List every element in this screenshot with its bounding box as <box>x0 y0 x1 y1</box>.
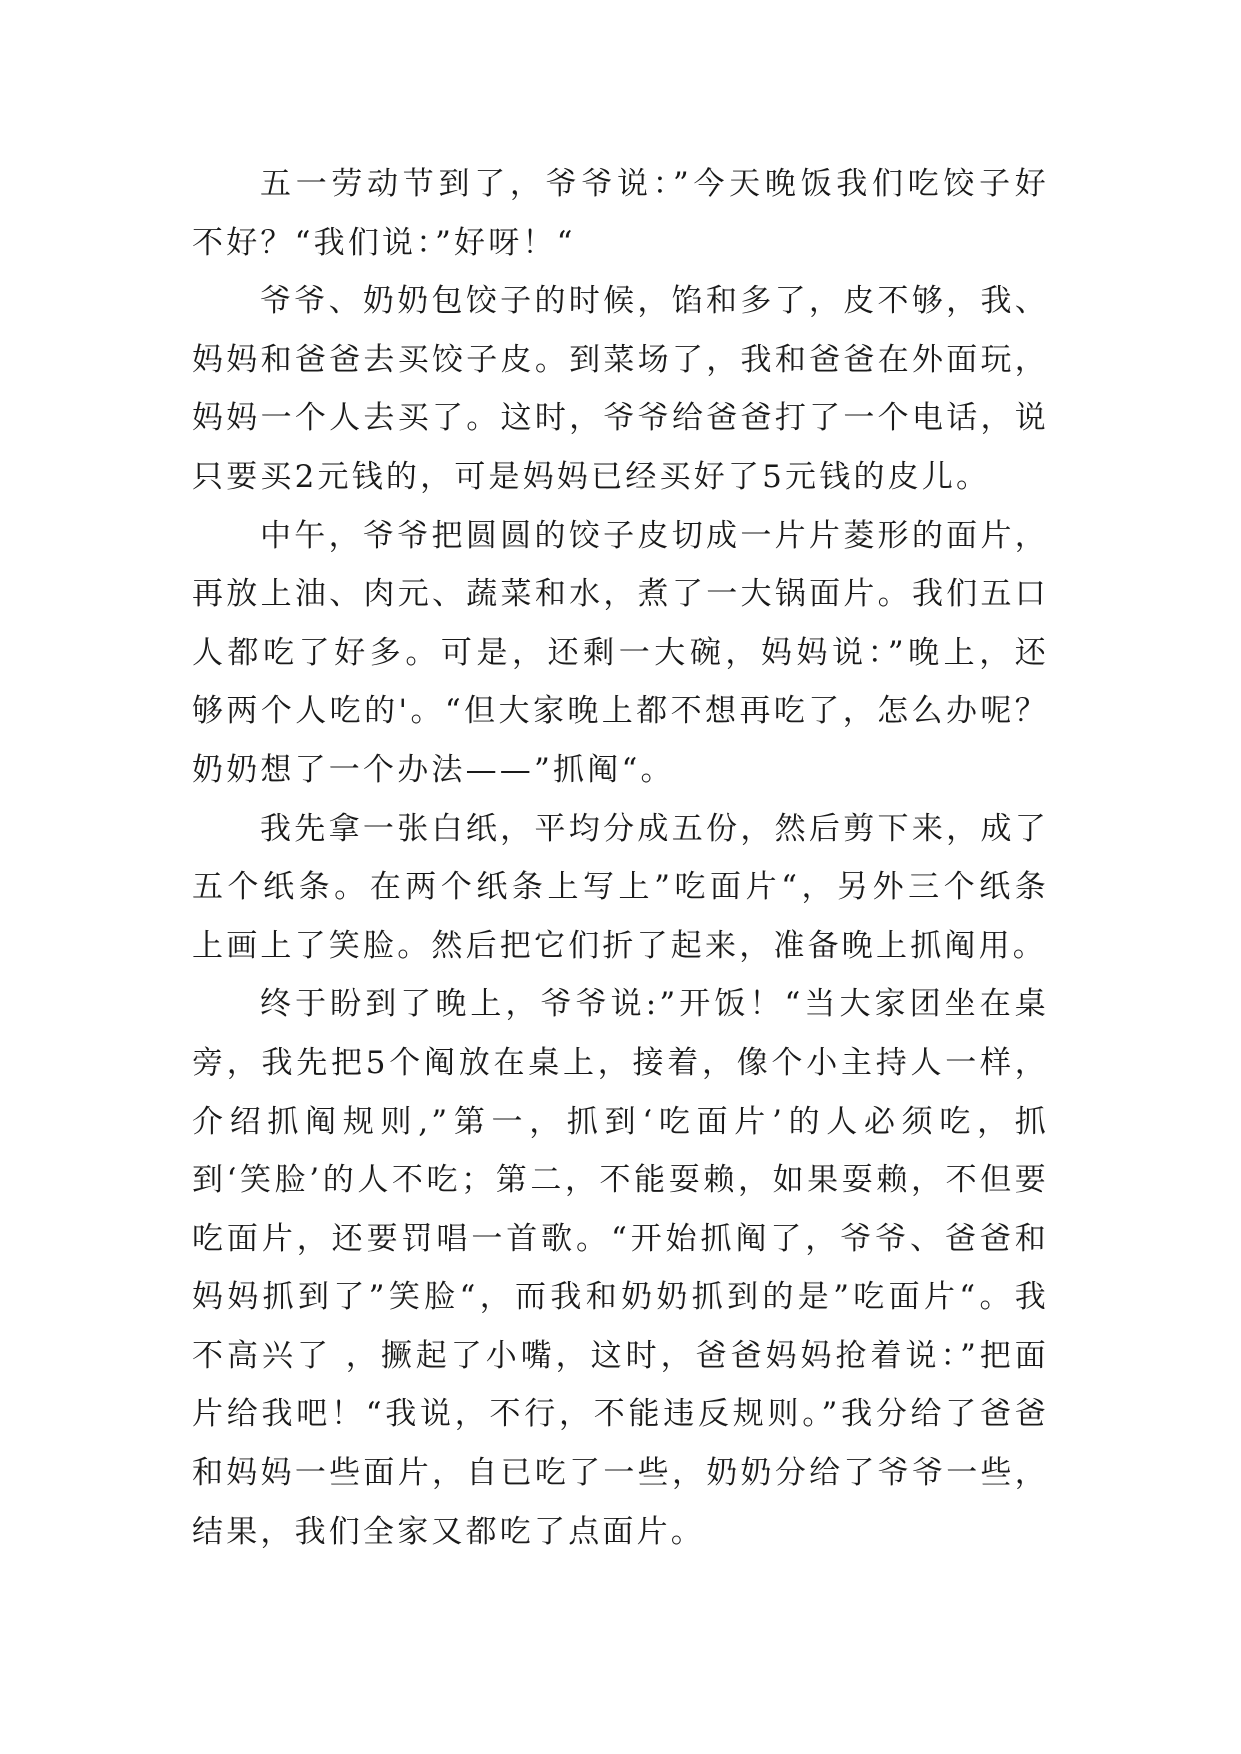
document-body <box>192 155 1049 1561</box>
paragraph-5: 终于盼到了晚上，爷爷说:”开饭！“当大家团坐在桌旁，我先把5个阄放在桌上，接着，像个小主持人一样，介绍抓阄规则,”第一，抓到‘吃面片’的人必须吃，抓到‘笑脸’的人不吃；第二，不能耍赖，如果耍赖，不但要吃面片，还要罚唱一首歌。“开始抓阄了，爷爷、爸爸和妈妈抓到了”笑脸“，而我和奶奶抓到的是”吃面片“。我不高兴了 ，撅起了小嘴，这时，爸爸妈妈抢着说：”把面片给我吧！“我说，不行，不能违反规则。”我分给了爸爸和妈妈一些面片，自已吃了一些，奶奶分给了爷爷一些，结果，我们全家又都吃了点面片。 <box>192 986 1049 1550</box>
paragraph-1: 五一劳动节到了，爷爷说：”今天晚饭我们吃饺子好不好？“我们说：”好呀！“ <box>192 166 1049 261</box>
paragraph-3: 中午，爷爷把圆圆的饺子皮切成一片片菱形的面片，再放上油、肉元、蔬菜和水，煮了一大锅面片。我们五口人都吃了好多。可是，还剩一大碗，妈妈说：”晚上，还够两个人吃的'。“但大家晚上都不想再吃了，怎么办呢？奶奶想了一个办法——”抓阄“。 <box>192 517 1049 788</box>
paragraph-2: 爷爷、奶奶包饺子的时候，馅和多了，皮不够，我、妈妈和爸爸去买饺子皮。到菜场了，我和爸爸在外面玩，妈妈一个人去买了。这时，爷爷给爸爸打了一个电话，说只要买2元钱的，可是妈妈已经买好了5元钱的皮儿。 <box>192 283 1049 495</box>
paragraph-4: 我先拿一张白纸，平均分成五份，然后剪下来，成了五个纸条。在两个纸条上写上”吃面片“，另外三个纸条上画上了笑脸。然后把它们折了起来，准备晚上抓阄用。 <box>192 810 1049 964</box>
